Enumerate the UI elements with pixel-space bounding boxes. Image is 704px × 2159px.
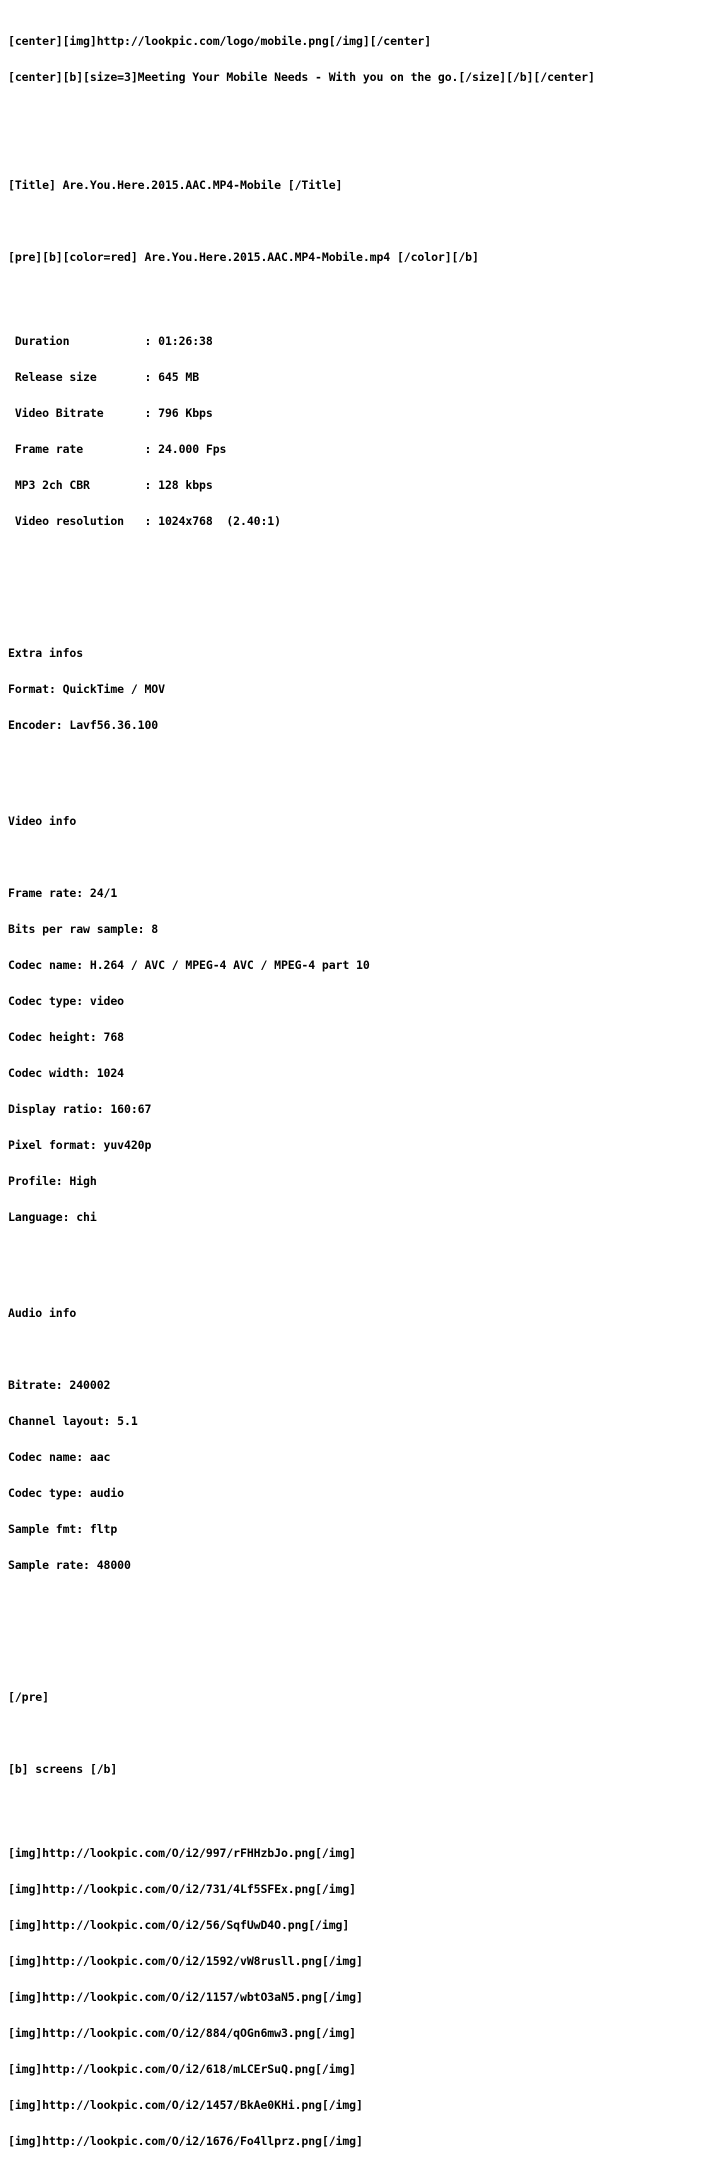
video-info-line: Bits per raw sample: 8 [8,922,159,936]
spacer [8,143,595,155]
screen-link: [img]http://lookpic.com/O/i2/56/SqfUwD4O.png[/img] [8,1918,350,1932]
video-info-heading: Video info [8,814,77,828]
video-info-line: Codec height: 768 [8,1030,125,1044]
spacer [8,851,595,863]
spacer [8,1643,595,1655]
audio-info-line: Channel layout: 5.1 [8,1414,138,1428]
spacer [8,215,595,227]
spacer [8,767,595,779]
spacer [8,599,595,611]
spacer [8,107,595,119]
audio-info-line: Codec type: audio [8,1486,125,1500]
audio-info-line: Sample fmt: fltp [8,1522,118,1536]
audio-info-line: Codec name: aac [8,1450,111,1464]
pre-close-line: [/pre] [8,1690,49,1704]
spacer [8,1607,595,1619]
video-info-line: Frame rate: 24/1 [8,886,118,900]
summary-line: Video Bitrate : 796 Kbps [8,406,213,420]
screen-link: [img]http://lookpic.com/O/i2/884/qOGn6mw3.png[/img] [8,2026,357,2040]
video-info-line: Language: chi [8,1210,97,1224]
video-info-line: Codec name: H.264 / AVC / MPEG-4 AVC / MPEG-4 part 10 [8,958,370,972]
pre-open-line: [pre][b][color=red] Are.You.Here.2015.AAC.MP4-Mobile.mp4 [/color][/b] [8,250,479,264]
screen-link: [img]http://lookpic.com/O/i2/1676/Fo4llprz.png[/img] [8,2134,363,2148]
spacer [8,1259,595,1271]
audio-info-line: Sample rate: 48000 [8,1558,131,1572]
extra-info-line: Encoder: Lavf56.36.100 [8,718,159,732]
audio-info-line: Bitrate: 240002 [8,1378,111,1392]
video-info-line: Codec width: 1024 [8,1066,125,1080]
summary-line: MP3 2ch CBR : 128 kbps [8,478,213,492]
audio-info-heading: Audio info [8,1306,77,1320]
summary-line: Release size : 645 MB [8,370,200,384]
extra-info-line: Format: QuickTime / MOV [8,682,165,696]
extra-info-heading: Extra infos [8,646,84,660]
summary-line: Duration : 01:26:38 [8,334,213,348]
screen-link: [img]http://lookpic.com/O/i2/997/rFHHzbJo.png[/img] [8,1846,357,1860]
tagline-bbcode-line: [center][b][size=3]Meeting Your Mobile Needs - With you on the go.[/size][/b][/center] [8,70,595,84]
screens-heading: [b] screens [/b] [8,1762,118,1776]
summary-line: Frame rate : 24.000 Fps [8,442,227,456]
video-info-line: Profile: High [8,1174,97,1188]
screen-link: [img]http://lookpic.com/O/i2/1592/vW8rusll.png[/img] [8,1954,363,1968]
video-info-line: Display ratio: 160:67 [8,1102,152,1116]
summary-line: Video resolution : 1024x768 (2.40:1) [8,514,281,528]
logo-bbcode-line: [center][img]http://lookpic.com/logo/mobile.png[/img][/center] [8,34,432,48]
spacer [8,1343,595,1355]
video-info-line: Codec type: video [8,994,125,1008]
spacer [8,287,595,299]
screen-link: [img]http://lookpic.com/O/i2/618/mLCErSuQ.png[/img] [8,2062,357,2076]
screen-link: [img]http://lookpic.com/O/i2/1457/BkAe0KHi.png[/img] [8,2098,363,2112]
spacer [8,1727,595,1739]
video-info-line: Pixel format: yuv420p [8,1138,152,1152]
spacer [8,1799,595,1811]
spacer [8,563,595,575]
screen-link: [img]http://lookpic.com/O/i2/1157/wbtO3aN5.png[/img] [8,1990,363,2004]
screen-link: [img]http://lookpic.com/O/i2/731/4Lf5SFEx.png[/img] [8,1882,357,1896]
release-notes-document [8,11,595,2159]
title-bbcode-line: [Title] Are.You.Here.2015.AAC.MP4-Mobile [/Title] [8,178,343,192]
